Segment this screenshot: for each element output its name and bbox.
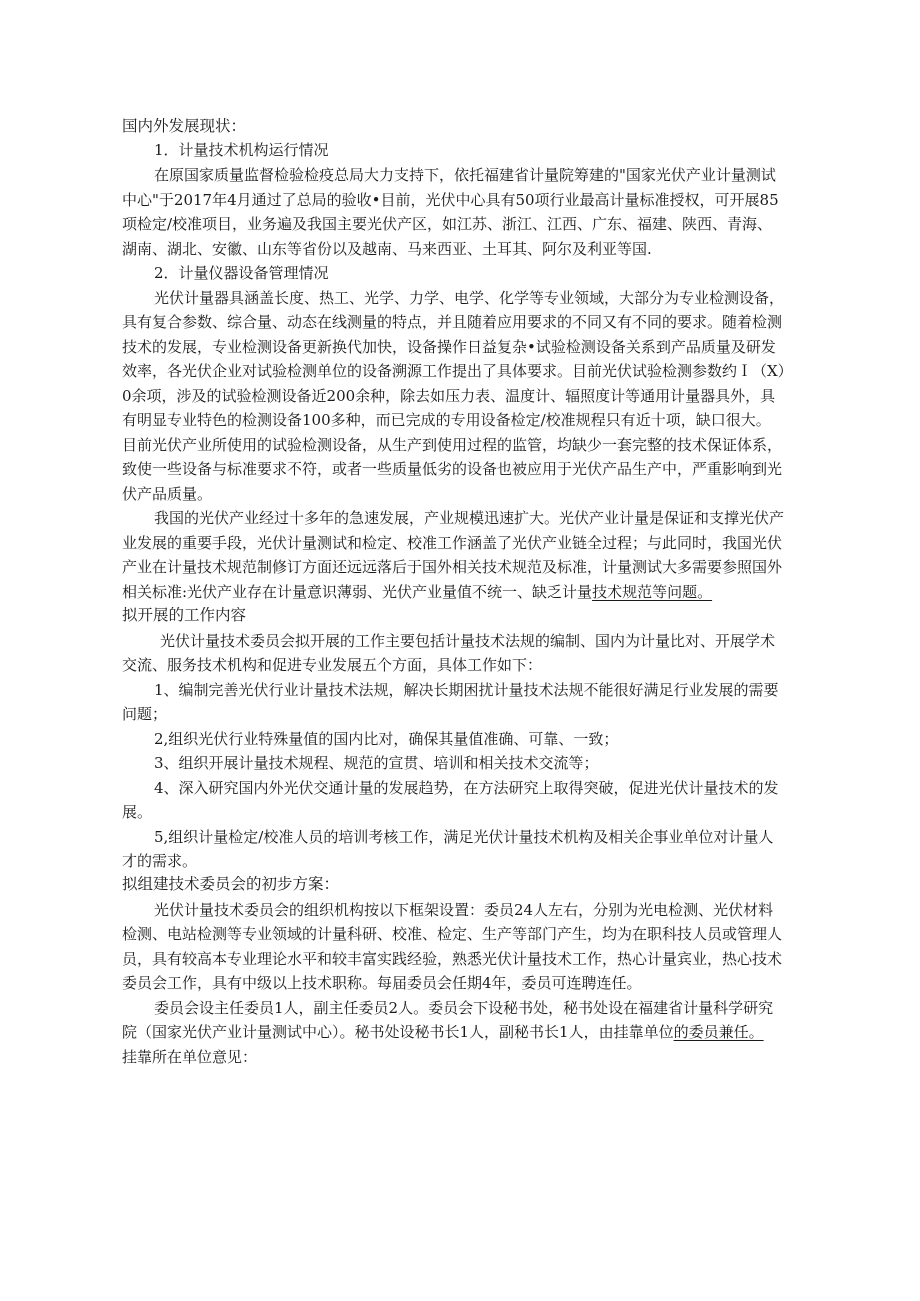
paragraph-text: 相关标准:光伏产业存在计量意识薄弱、光伏产业量值不统一、缺乏计量 — [122, 583, 593, 601]
item1-title: 1．计量技术机构运行情况 — [154, 141, 329, 159]
paragraph-line: 具有复合参数、综合量、动态在线测量的特点，并且随着应用要求的不同又有不同的要求。随着检测 — [122, 313, 783, 331]
paragraph-line — [122, 1019, 812, 1045]
paragraph-line: 光伏计量技术委员会的组织机构按以下框架设置：委员24人左右，分别为光电检测、光伏材料 — [154, 901, 774, 919]
work-item-5: 5,组织计量检定/校准人员的培训考核工作，满足光伏计量技术机构及相关企事业单位对计量人 — [154, 828, 774, 846]
work-item-1: 1、编制完善光伏行业计量技术法规，解决长期困扰计量技术法规不能很好满足行业发展的需要 — [154, 681, 779, 699]
paragraph-line: 湖南、湖北、安徽、山东等省份以及越南、马来西亚、土耳其、阿尔及利亚等国. — [122, 240, 652, 258]
paragraph-line: 有明显专业特色的检测设备100多种，而已完成的专用设备检定/校准规程只有近十项，缺口很大。 — [122, 411, 771, 429]
paragraph-text: 院（国家光伏产业计量测试中心）。秘书处设秘书长1人，副秘书长1人，由挂靠单位 — [122, 1023, 674, 1041]
underlined-text: 的委员兼任。 — [673, 1023, 764, 1041]
paragraph-line: 交流、服务技术机构和促进专业发展五个方面，具体工作如下： — [122, 656, 543, 674]
paragraph-line: 光伏计量技术委员会拟开展的工作主要包括计量技术法规的编制、国内为计量比对、开展学术 — [160, 632, 776, 650]
paragraph-line: 中心"于2017年4月通过了总局的验收•目前，光伏中心具有50项行业最高计量标准授权，可开展85 — [122, 191, 779, 209]
paragraph-line: 检测、电站检测等专业领域的计量科研、校准、检定、生产等部门产生，均为在职科技人员或管理人 — [122, 925, 783, 943]
paragraph-line: 业发展的重要手段，光伏计量测试和检定、校准工作涵盖了光伏产业链全过程；与此同时，我国光伏 — [122, 534, 783, 552]
paragraph-line: 技术的发展，专业检测设备更新换代加快，设备操作日益复杂•试验检测设备关系到产品质量及研发 — [122, 338, 776, 356]
paragraph-line: 0余项，涉及的试验检测设备近200余种，除去如压力表、温度计、辐照度计等通用计量器具外，具 — [122, 387, 776, 405]
paragraph-line: 光伏计量器具涵盖长度、热工、光学、力学、电学、化学等专业领域，大部分为专业检测设备， — [154, 289, 785, 307]
item2-title: 2．计量仪器设备管理情况 — [154, 264, 329, 282]
paragraph-line: 我国的光伏产业经过十多年的急速发展，产业规模迅速扩大。光伏产业计量是保证和支撑光伏产 — [154, 509, 785, 527]
paragraph-line: 伏产品质量。 — [122, 485, 213, 503]
paragraph-line: 员，具有较高本专业理论水平和较丰富实践经验，熟悉光伏计量技术工作，热心计量宾业，热心技术 — [122, 950, 783, 968]
heading-planned-work: 拟开展的工作内容 — [122, 606, 247, 624]
paragraph-line: 项检定/校准项目，业务遍及我国主要光伏产区，如江苏、浙江、江西、广东、福建、陕西、青海、 — [122, 215, 773, 233]
work-item-5-cont: 才的需求。 — [122, 852, 198, 870]
work-item-2: 2,组织光伏行业特殊量值的国内比对，确保其量值准确、可靠、一致； — [154, 730, 619, 748]
paragraph-line: 委员会设主任委员1人，副主任委员2人。委员会下设秘书处，秘书处设在福建省计量科学研究 — [154, 999, 774, 1017]
paragraph-line: 委员会工作，具有中级以上技术职称。每届委员会任期4年，委员可连聘连任。 — [122, 974, 642, 992]
work-item-4: 4、深入研究国内外光伏交通计量的发展趋势，在方法研究上取得突破，促进光伏计量技术的发 — [154, 779, 779, 797]
underlined-text: 技术规范等问题。 — [592, 583, 713, 601]
paragraph-line: 在原国家质量监督检验检疫总局大力支持下，依托福建省计量院筹建的"国家光伏产业计量测试 — [154, 166, 776, 184]
affiliated-unit-opinion: 挂靠所在单位意见： — [122, 1048, 258, 1066]
paragraph-line: 效率，各光伏企业对试验检测单位的设备溯源工作提出了具体要求。目前光伏试验检测参数约Ｉ（X） — [122, 362, 793, 380]
work-item-1-cont: 问题； — [122, 705, 168, 723]
paragraph-line: 产业在计量技术规范制修订方面还远远落后于国外相关技术规范及标准，计量测试大多需要参照国外 — [122, 558, 783, 576]
heading-committee-plan: 拟组建技术委员会的初步方案： — [122, 875, 340, 893]
paragraph-line: 致使一些设备与标准要求不符，或者一些质量低劣的设备也被应用于光伏产品生产中，严重影响到光 — [122, 460, 783, 478]
work-item-3: 3、组织开展计量技术规程、规范的宣贯、培训和相关技术交流等； — [154, 754, 599, 772]
heading-domestic-status: 国内外发展现状： — [122, 117, 247, 135]
paragraph-line: 目前光伏产业所使用的试验检测设备，从生产到使用过程的监管，均缺少一套完整的技术保证体系， — [122, 436, 783, 454]
work-item-4-cont: 展。 — [122, 803, 153, 821]
